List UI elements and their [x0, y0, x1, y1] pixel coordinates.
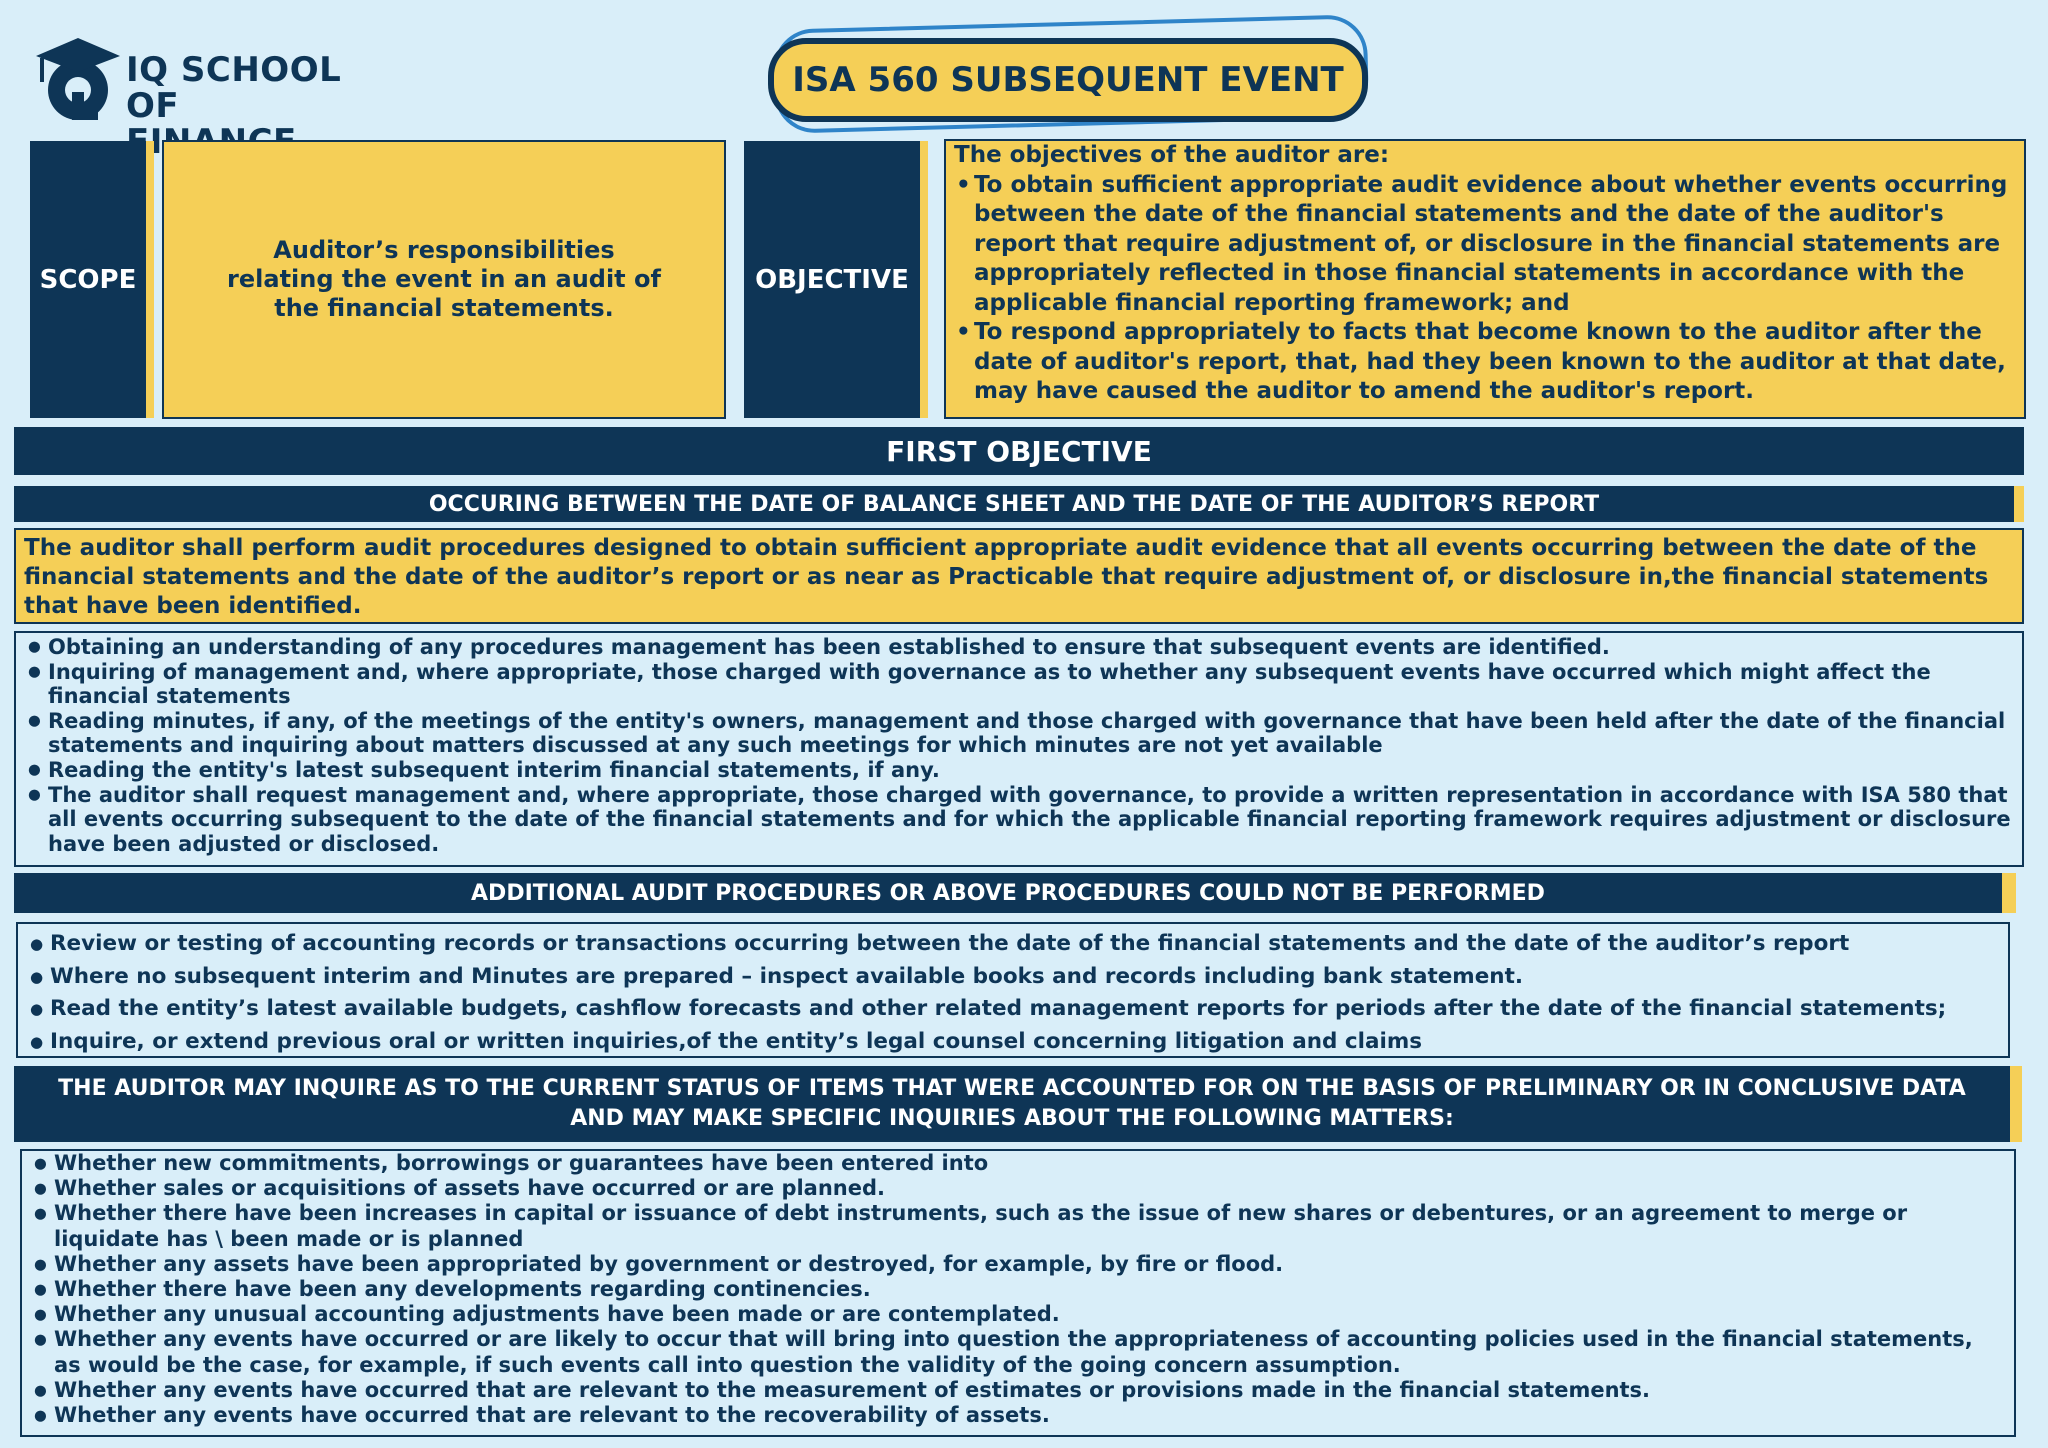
status-list-box: [20, 1149, 2016, 1437]
list-item: ● Whether any assets have been appropriated by government or destroyed, for example, by fire or flood.: [30, 1252, 2006, 1277]
additional-procedures-heading: ADDITIONAL AUDIT PROCEDURES OR ABOVE PROCEDURES COULD NOT BE PERFORMED: [14, 873, 2002, 913]
list-item: ● Reading the entity's latest subsequent interim financial statements, if any.: [24, 758, 2014, 783]
list-item: ● Inquiring of management and, where appropriate, those charged with governance as to whether any subsequent events have occurred which might affect the financial statements: [24, 660, 2014, 709]
list-item: ● Obtaining an understanding of any procedures management has been established to ensure that subsequent events are identified.: [24, 635, 2014, 660]
scope-text: Auditor’s responsibilities relating the event in an audit of the financial statements.: [162, 140, 726, 419]
graduation-cap-q-logo-icon: [28, 30, 128, 130]
scope-label: SCOPE: [30, 141, 146, 418]
objective-item: • To obtain sufficient appropriate audit evidence about whether events occurring between the date of the financial statements and the date of the auditor's report that require adjustment of, or disclosure in the financial statements are appropriately reflected in those financial statements in accordance with the applicable financial reporting framework; and: [954, 171, 2020, 319]
title-badge: [768, 38, 1368, 122]
list-item: ● Inquire, or extend previous oral or written inquiries,of the entity’s legal counsel concerning litigation and claims: [26, 1026, 2000, 1059]
procedures-list-box: [14, 631, 2024, 867]
logo: [28, 30, 358, 130]
objective-intro: The objectives of the auditor are:: [954, 142, 1390, 168]
objective-item: • To respond appropriately to facts that become known to the auditor after the date of auditor's report, that, had they been known to the auditor at that date, may have caused the auditor to amend the auditor's report.: [954, 318, 2020, 407]
procedure-statement: The auditor shall perform audit procedures designed to obtain sufficient appropriate audit evidence that all events occurring between the date of the financial statements and the date of the auditor’s report or as near as Practicable that require adjustment of, or disclosure in,the financial statements that have been identified.: [14, 528, 2024, 624]
first-objective-heading: FIRST OBJECTIVE: [14, 427, 2024, 475]
page-title: ISA 560 SUBSEQUENT EVENT: [768, 38, 1368, 122]
objective-panel: [944, 139, 2026, 419]
additional-list-box: [16, 922, 2010, 1058]
list-item: ● Read the entity’s latest available budgets, cashflow forecasts and other related management reports for periods after the date of the financial statements;: [26, 993, 2000, 1026]
list-item: ● Whether new commitments, borrowings or guarantees have been entered into: [30, 1151, 2006, 1176]
list-item: ● Whether sales or acquisitions of assets have occurred or are planned.: [30, 1176, 2006, 1201]
additional-list: [26, 928, 2000, 1058]
list-item: ● Whether any events have occurred or are likely to occur that will bring into question the appropriateness of accounting policies used in the financial statements, as would be the case, for example, if such events call into question the validity of the going concern assumption.: [30, 1327, 2006, 1377]
procedures-list: [24, 635, 2014, 856]
logo-line-1: IQ SCHOOL: [126, 50, 342, 90]
status-inquiry-heading: THE AUDITOR MAY INQUIRE AS TO THE CURRENT STATUS OF ITEMS THAT WERE ACCOUNTED FOR ON THE BASIS OF PRELIMINARY OR IN CONCLUSIVE DATA AND MAY MAKE SPECIFIC INQUIRIES ABOUT THE FOLLOWING MATTERS:: [14, 1066, 2010, 1142]
objective-list: [954, 171, 2020, 407]
list-item: ● The auditor shall request management and, where appropriate, those charged with governance, to provide a written representation in accordance with ISA 580 that all events occurring subsequent to the date of the financial statements and for which the applicable financial reporting framework requires adjustment or disclosure have been adjusted or disclosed.: [24, 783, 2014, 857]
list-item: ● Whether any events have occurred that are relevant to the measurement of estimates or provisions made in the financial statements.: [30, 1378, 2006, 1403]
objective-label: OBJECTIVE: [744, 141, 920, 418]
between-dates-heading: OCCURING BETWEEN THE DATE OF BALANCE SHEET AND THE DATE OF THE AUDITOR’S REPORT: [14, 486, 2014, 522]
list-item: ● Whether there have been any developments regarding continencies.: [30, 1277, 2006, 1302]
list-item: ● Review or testing of accounting records or transactions occurring between the date of the financial statements and the date of the auditor’s report: [26, 928, 2000, 961]
list-item: ● Whether there have been increases in capital or issuance of debt instruments, such as the issue of new shares or debentures, or an agreement to merge or liquidate has \ been made or is planned: [30, 1201, 2006, 1251]
list-item: ● Whether any unusual accounting adjustments have been made or are contemplated.: [30, 1302, 2006, 1327]
logo-line-2: OF: [126, 86, 180, 126]
list-item: ● Reading minutes, if any, of the meetings of the entity's owners, management and those charged with governance that have been held after the date of the financial statements and inquiring about matters discussed at any such meetings for which minutes are not yet available: [24, 709, 2014, 758]
list-item: ● Whether any events have occurred that are relevant to the recoverability of assets.: [30, 1403, 2006, 1428]
status-list: [30, 1151, 2006, 1428]
list-item: ● Where no subsequent interim and Minutes are prepared – inspect available books and records including bank statement.: [26, 961, 2000, 994]
